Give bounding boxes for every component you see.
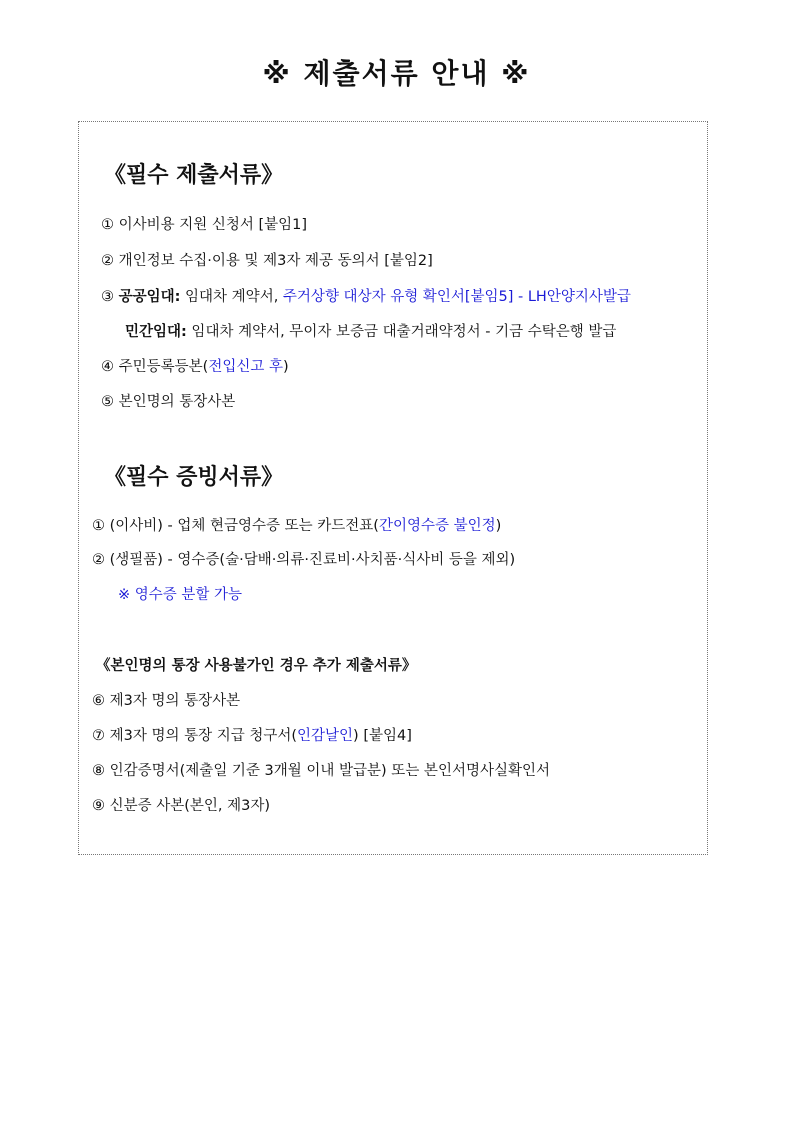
item-label: 민간임대:: [125, 324, 187, 340]
list-item: [101, 213, 307, 234]
list-item: [92, 548, 515, 569]
item-suffix: ): [282, 359, 289, 375]
item-number: ②: [101, 253, 114, 269]
item-suffix: ) [붙임4]: [353, 728, 412, 744]
item-text: 이사비용 지원 신청서 [붙임1]: [118, 217, 308, 233]
list-item: [101, 390, 235, 411]
item-highlight: 인감날인: [297, 728, 354, 744]
item-number: ⑧: [92, 763, 105, 779]
item-text: 주민등록등본(: [118, 359, 209, 375]
section-heading-additional: 《본인명의 통장 사용불가인 경우 추가 제출서류》: [96, 658, 417, 674]
item-suffix: ): [495, 518, 502, 534]
list-item: [92, 689, 240, 710]
item-number: ③: [101, 289, 114, 305]
list-item: [125, 320, 616, 341]
item-text: 신분증 사본(본인, 제3자): [109, 798, 271, 814]
item-number: ⑥: [92, 693, 105, 709]
list-item: [92, 724, 412, 745]
item-text: (이사비) - 업체 현금영수증 또는 카드전표(: [109, 518, 379, 534]
list-item: [92, 759, 550, 780]
list-item: [101, 249, 433, 270]
item-number: ⑦: [92, 728, 105, 744]
item-number: ④: [101, 359, 114, 375]
item-text: 인감증명서(제출일 기준 3개월 이내 발급분) 또는 본인서명사실확인서: [109, 763, 550, 779]
section-heading-required-submission: 《필수 제출서류》: [104, 163, 284, 188]
list-item: [101, 285, 631, 306]
item-highlight: 간이영수증 불인정: [378, 518, 496, 534]
list-item: [92, 794, 270, 815]
item-label: 공공임대:: [118, 289, 181, 305]
item-text: (생필품) - 영수증(술·담배·의류·진료비·사치품·식사비 등을 제외): [109, 552, 516, 568]
item-number: ①: [92, 518, 105, 534]
item-number: ①: [101, 217, 114, 233]
section-heading-required-evidence: 《필수 증빙서류》: [104, 465, 284, 490]
page-title: ※ 제출서류 안내 ※: [262, 57, 531, 90]
item-highlight: 주거상향 대상자 유형 확인서[붙임5] - LH안양지사발급: [282, 289, 631, 305]
item-number: ②: [92, 552, 105, 568]
item-text: 제3자 명의 통장 지급 청구서(: [109, 728, 298, 744]
item-text: 제3자 명의 통장사본: [109, 693, 241, 709]
item-text: 개인정보 수집·이용 및 제3자 제공 동의서 [붙임2]: [118, 253, 433, 269]
list-item: [92, 514, 501, 535]
list-item: [101, 355, 289, 376]
evidence-note: ※ 영수증 분할 가능: [118, 587, 243, 603]
item-text: 본인명의 통장사본: [118, 394, 236, 410]
item-text: 임대차 계약서,: [180, 289, 283, 305]
item-number: ⑤: [101, 394, 114, 410]
item-number: ⑨: [92, 798, 105, 814]
item-text: 임대차 계약서, 무이자 보증금 대출거래약정서 - 기금 수탁은행 발급: [186, 324, 617, 340]
item-highlight: 전입신고 후: [208, 359, 283, 375]
